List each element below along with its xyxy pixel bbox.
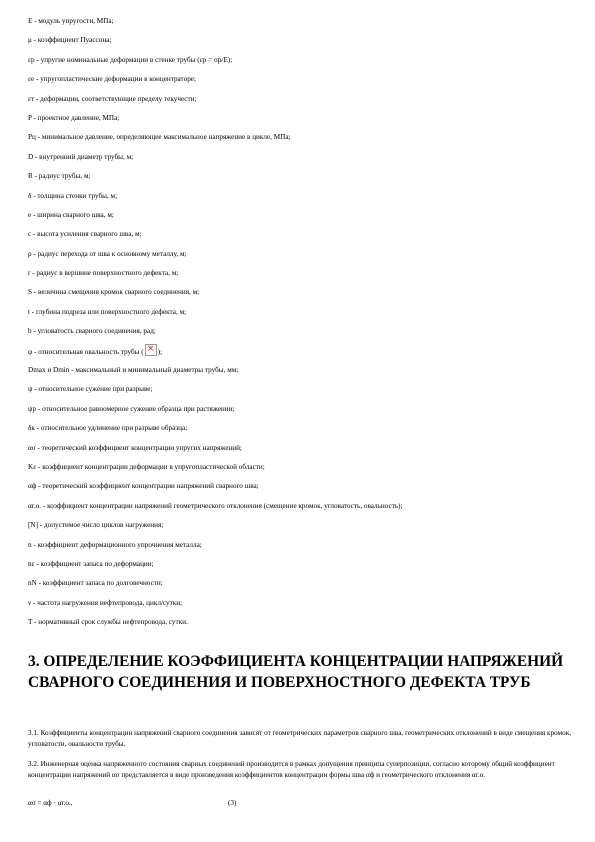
definition-item: Kε - коэффициент концентрации деформации в упругопластической области;: [28, 462, 265, 471]
definition-item: R - радиус трубы, м;: [28, 172, 91, 181]
definition-item: ψ - относительное сужение при разрыве;: [28, 385, 153, 394]
paragraph-3-1: 3.1. Коэффициенты концентрации напряжений сварного соединения зависят от геометрических параметров сварного шва, геометрических отклонений в виде смещения кромок, угловатости, овальности трубы.: [28, 729, 572, 748]
broken-image-icon: [145, 344, 157, 356]
definition-item: Dmax и Dmin - максимальный и минимальный диаметры трубы, мм;: [28, 366, 239, 375]
definition-item-ovality: [28, 344, 573, 363]
definition-tail: );: [157, 347, 163, 356]
definition-item: Pц - минимальное давление, определяющее максимальное напряжение в цикле, МПа;: [28, 133, 291, 142]
definitions-list: [28, 14, 573, 635]
definition-item: t - глубина подреза или поверхностного дефекта, м;: [28, 307, 187, 316]
formula-line: [28, 798, 573, 808]
definition-item: ασ - теоретический коэффициент концентрации упругих напряжений;: [28, 443, 242, 452]
definition-item: εе - упругопластические деформации в концентраторе;: [28, 75, 196, 84]
section-heading: 3. ОПРЕДЕЛЕНИЕ КОЭФФИЦИЕНТА КОНЦЕНТРАЦИИ НАПРЯЖЕНИЙ СВАРНОГО СОЕДИНЕНИЯ И ПОВЕРХНОСТНОГО ДЕФЕКТА ТРУБ: [28, 653, 564, 691]
definition-item: S - величина смещения кромок сварного соединения, м;: [28, 288, 200, 297]
formula-number: (3): [228, 799, 237, 807]
definition-item: n - коэффициент деформационного упрочнения металла;: [28, 540, 202, 549]
definition-item: nε - коэффициент запаса по деформации;: [28, 559, 154, 568]
definition-item: nN - коэффициент запаса по долговечности;: [28, 579, 163, 588]
definition-item: αф - теоретический коэффициент концентрации напряжений сварного шва;: [28, 482, 259, 491]
definition-item: δк - относительное удлинение при разрыве образца;: [28, 424, 188, 433]
definition-item: αг.о. - коэффициент концентрации напряжений геометрического отклонения (смещение кромок, угловатость, овальность);: [28, 501, 403, 510]
definition-item: ν - частота нагружения нефтепровода, цикл/сутки;: [28, 598, 183, 607]
definition-item: [N] - допустимое число циклов нагружения;: [28, 521, 164, 530]
definition-item: μ - коэффициент Пуассона;: [28, 36, 112, 45]
definition-item: P - проектное давление, МПа;: [28, 113, 120, 122]
definition-item: ψр - относительное равномерное сужение образца при растяжении;: [28, 404, 235, 413]
definition-item: r - радиус в вершине поверхностного дефекта, м;: [28, 269, 179, 278]
definition-item: D - внутренний диаметр трубы, м;: [28, 152, 134, 161]
definition-item: δ - толщина стенки трубы, м;: [28, 191, 118, 200]
definition-item: T - нормативный срок службы нефтепровода, сутки.: [28, 618, 188, 627]
definition-item: b - угловатость сварного соединения, рад;: [28, 327, 156, 336]
definition-item: c - высота усиления сварного шва, м;: [28, 230, 142, 239]
paragraph-3-2: 3.2. Инженерная оценка напряженного состояния сварных соединений производится в рамках допущения принципа суперпозиции, согласно которому общий коэффициент концентрации напряжений ασ представляется в виде произведения коэффициентов концентрации формы шва αф и геометрического отклонения αг.о.: [28, 760, 555, 779]
formula-text: ασ = αф · αг.о.,: [28, 799, 73, 807]
definition-item: e - ширина сварного шва, м;: [28, 210, 114, 219]
definition-item: εр - упругие номинальные деформации в стенке трубы (εр = σр/E);: [28, 55, 233, 64]
definition-text: φ - относительная овальность трубы (: [28, 347, 144, 356]
definition-item: E - модуль упругости, МПа;: [28, 17, 114, 25]
definition-item: ρ - радиус перехода от шва к основному металлу, м;: [28, 249, 187, 258]
definition-item: εт - деформации, соответствующие пределу текучести;: [28, 94, 197, 103]
